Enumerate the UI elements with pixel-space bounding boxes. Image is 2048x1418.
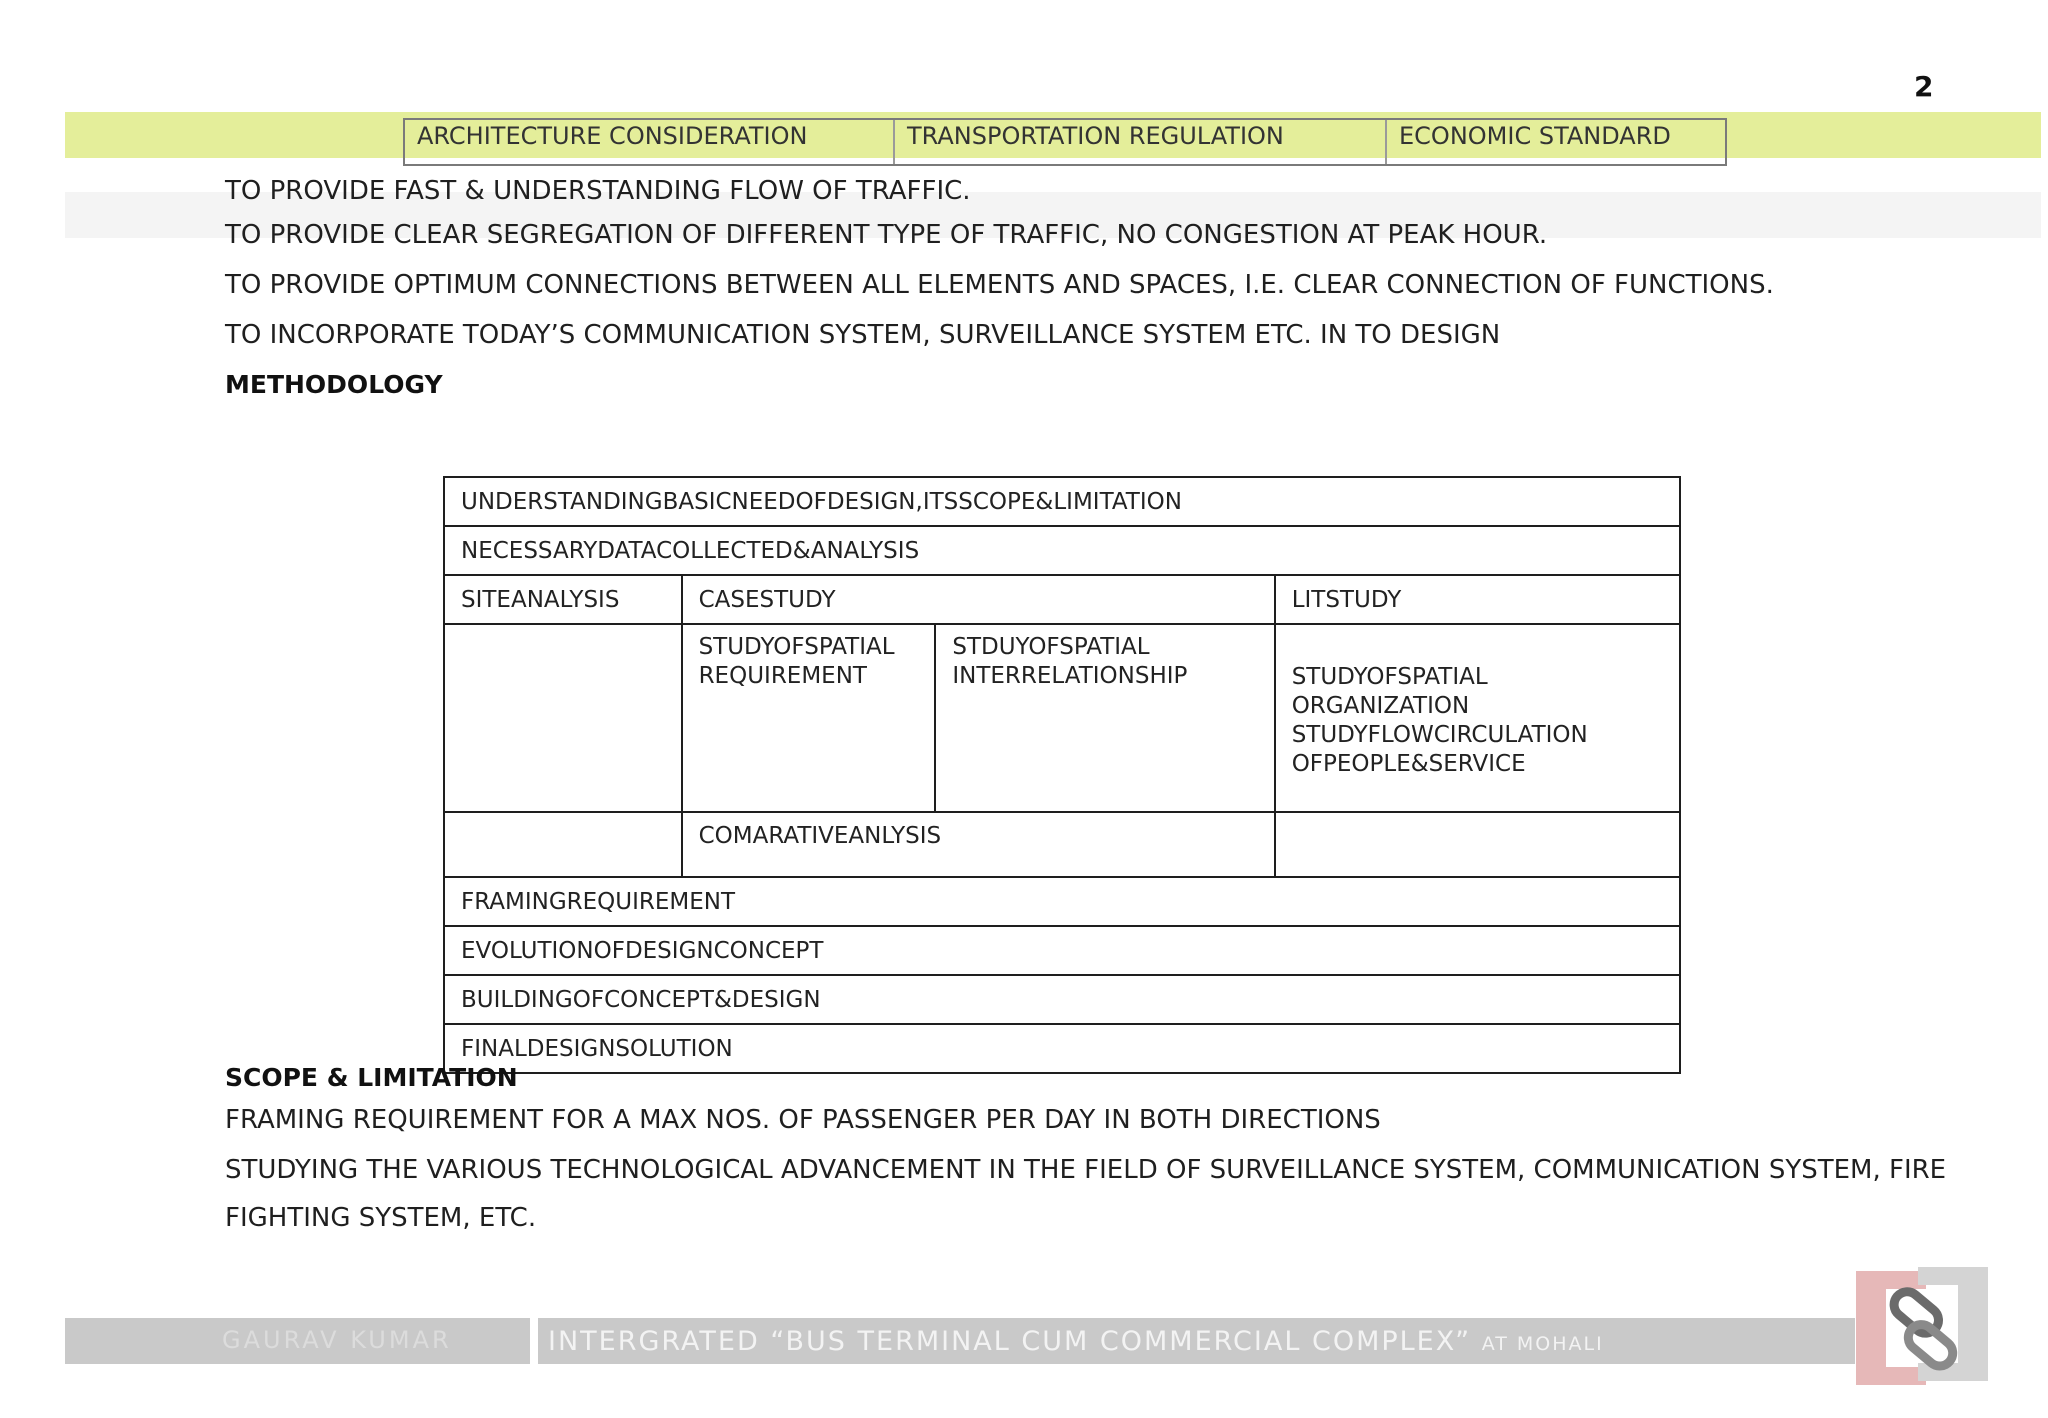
- cell-line: STUDYFLOWCIRCULATION: [1291, 722, 1588, 748]
- cell-line: STUDYOFSPATIAL: [1291, 664, 1488, 690]
- method-empty-cell: [1275, 812, 1680, 877]
- scope-line: FIGHTING SYSTEM, ETC.: [225, 1203, 537, 1233]
- cell-line: ORGANIZATION: [1291, 693, 1470, 719]
- method-spatial-interrelationship: [935, 624, 1274, 812]
- method-site-analysis: SITEANALYSIS: [444, 575, 682, 624]
- footer-project-place: AT MOHALI: [1481, 1333, 1604, 1355]
- method-step-final: FINALDESIGNSOLUTION: [444, 1024, 1680, 1073]
- method-spatial-organization: [1275, 624, 1680, 812]
- header-cell-architecture: ARCHITECTURE CONSIDERATION: [405, 120, 895, 164]
- header-categories: [403, 118, 1727, 166]
- scope-heading: SCOPE & LIMITATION: [225, 1063, 518, 1092]
- cell-line: STUDYOFSPATIAL: [698, 634, 895, 660]
- objective-line: TO PROVIDE OPTIMUM CONNECTIONS BETWEEN ALL ELEMENTS AND SPACES, I.E. CLEAR CONNECTION OF FUNCTIONS.: [225, 270, 1774, 300]
- objective-line: TO INCORPORATE TODAY’S COMMUNICATION SYSTEM, SURVEILLANCE SYSTEM ETC. IN TO DESIGN: [225, 320, 1501, 350]
- objective-line: TO PROVIDE CLEAR SEGREGATION OF DIFFERENT TYPE OF TRAFFIC, NO CONGESTION AT PEAK HOUR.: [225, 220, 1548, 250]
- scope-line: FRAMING REQUIREMENT FOR A MAX NOS. OF PASSENGER PER DAY IN BOTH DIRECTIONS: [225, 1105, 1381, 1135]
- method-step-framing: FRAMINGREQUIREMENT: [444, 877, 1680, 926]
- method-step-understanding: UNDERSTANDINGBASICNEEDOFDESIGN,ITSSCOPE&LIMITATION: [444, 477, 1680, 526]
- cell-line: REQUIREMENT: [698, 663, 867, 689]
- footer-project-main: INTERGRATED “BUS TERMINAL CUM COMMERCIAL COMPLEX”: [548, 1326, 1472, 1357]
- method-empty-cell: [444, 624, 682, 812]
- cell-line: OFPEOPLE&SERVICE: [1291, 751, 1526, 777]
- method-comparative-analysis: COMARATIVEANLYSIS: [682, 812, 1275, 877]
- method-lit-study: LITSTUDY: [1275, 575, 1680, 624]
- method-step-building: BUILDINGOFCONCEPT&DESIGN: [444, 975, 1680, 1024]
- methodology-flow-table: [443, 476, 1681, 1074]
- method-empty-cell: [444, 812, 682, 877]
- header-cell-economic: ECONOMIC STANDARD: [1399, 122, 1671, 150]
- scope-line: STUDYING THE VARIOUS TECHNOLOGICAL ADVANCEMENT IN THE FIELD OF SURVEILLANCE SYSTEM, COMMUNICATION SYSTEM, FIRE: [225, 1155, 1947, 1185]
- method-case-study: CASESTUDY: [682, 575, 1275, 624]
- footer-author: GAURAV KUMAR: [222, 1326, 452, 1354]
- footer-divider: [530, 1318, 538, 1364]
- cell-line: STDUYOFSPATIAL: [952, 634, 1150, 660]
- footer-project-title: [548, 1326, 1604, 1357]
- chain-link-logo-icon: [1852, 1265, 1992, 1393]
- page-number: 2: [1914, 70, 1934, 103]
- methodology-heading: METHODOLOGY: [225, 370, 443, 399]
- cell-line: INTERRELATIONSHIP: [952, 663, 1188, 689]
- method-spatial-requirement: [682, 624, 936, 812]
- header-cell-transportation: TRANSPORTATION REGULATION: [895, 120, 1387, 164]
- method-step-evolution: EVOLUTIONOFDESIGNCONCEPT: [444, 926, 1680, 975]
- objective-line: TO PROVIDE FAST & UNDERSTANDING FLOW OF TRAFFIC.: [225, 176, 971, 206]
- method-step-data-collected: NECESSARYDATACOLLECTED&ANALYSIS: [444, 526, 1680, 575]
